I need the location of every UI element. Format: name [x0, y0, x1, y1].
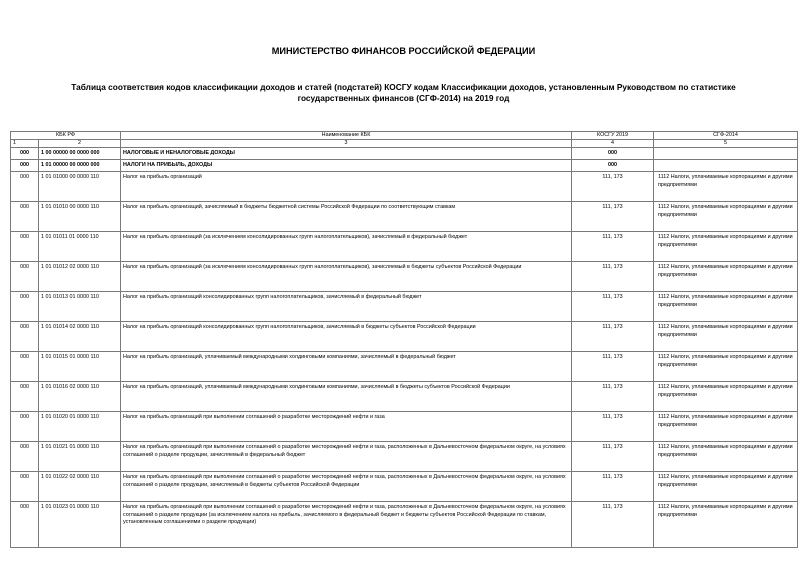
table-row [11, 412, 798, 442]
kbk-code-cell: 1 00 00000 00 0000 000 [39, 148, 121, 160]
sgf-cell: 1112 Налоги, уплачиваемые корпорациями и другими предприятиями [654, 352, 798, 382]
kbk-code-cell: 1 01 01021 01 0000 110 [39, 442, 121, 472]
column-number: 1 [11, 140, 39, 148]
kosgu-cell: 111, 173 [572, 382, 654, 412]
kbk-name-cell: Налог на прибыль организаций (за исключением консолидированных групп налогоплательщиков), зачисляемый в федеральный бюджет [121, 232, 572, 262]
kosgu-cell: 111, 173 [572, 292, 654, 322]
sgf-cell: 1112 Налоги, уплачиваемые корпорациями и другими предприятиями [654, 172, 798, 202]
admin-code-cell: 000 [11, 442, 39, 472]
table-row [11, 442, 798, 472]
page-title: МИНИСТЕРСТВО ФИНАНСОВ РОССИЙСКОЙ ФЕДЕРАЦИИ [271, 46, 536, 56]
kbk-name-cell: Налог на прибыль организаций, зачисляемый в бюджеты бюджетной системы Российской Федерации по соответствующим ставкам [121, 202, 572, 232]
kosgu-cell: 000 [572, 148, 654, 160]
admin-code-cell: 000 [11, 148, 39, 160]
kbk-code-cell: 1 01 01013 01 0000 110 [39, 292, 121, 322]
kosgu-cell: 111, 173 [572, 412, 654, 442]
kosgu-cell: 111, 173 [572, 442, 654, 472]
kbk-code-cell: 1 01 01022 02 0000 110 [39, 472, 121, 502]
admin-code-cell: 000 [11, 202, 39, 232]
sgf-cell: 1112 Налоги, уплачиваемые корпорациями и другими предприятиями [654, 382, 798, 412]
document-title: Таблица соответствия кодов классификации доходов и статей (подстатей) КОСГУ кодам Классификации доходов, установленным Руководством по статистике государственных финансов (СГФ-2014) на 2019 год [71, 82, 736, 103]
sgf-cell: 1112 Налоги, уплачиваемые корпорациями и другими предприятиями [654, 232, 798, 262]
kbk-name-cell: Налог на прибыль организаций при выполнении соглашений о разработке месторождений нефти и газа [121, 412, 572, 442]
table-row [11, 160, 798, 172]
kbk-code-cell: 1 01 01012 02 0000 110 [39, 262, 121, 292]
kbk-name-cell: Налог на прибыль организаций [121, 172, 572, 202]
table-row [11, 232, 798, 262]
sgf-cell: 1112 Налоги, уплачиваемые корпорациями и другими предприятиями [654, 502, 798, 548]
table-row [11, 292, 798, 322]
table-row [11, 382, 798, 412]
admin-code-cell: 000 [11, 352, 39, 382]
admin-code-cell: 000 [11, 472, 39, 502]
kbk-code-cell: 1 01 01023 01 0000 110 [39, 502, 121, 548]
column-number: 5 [654, 140, 798, 148]
kbk-name-cell: Налог на прибыль организаций при выполнении соглашений о разработке месторождений нефти и газа, расположенных в Дальневосточном федеральном округе, на условиях соглашений о разделе продукции (за исключением налога на прибыль, зачисляемого в федеральный бюджет и бюджеты субъектов Российской Федерации по ставкам, установленным соглашениями о разделе продукции) [121, 502, 572, 548]
table-row [11, 148, 798, 160]
column-header-name: Наименование КБК [121, 132, 572, 140]
kbk-code-cell: 1 01 01015 01 0000 110 [39, 352, 121, 382]
kbk-name-cell: Налог на прибыль организаций (за исключением консолидированных групп налогоплательщиков), зачисляемый в бюджеты субъектов Российской Федерации [121, 262, 572, 292]
kosgu-cell: 111, 173 [572, 262, 654, 292]
kbk-code-cell: 1 01 01010 00 0000 110 [39, 202, 121, 232]
table-row [11, 322, 798, 352]
admin-code-cell: 000 [11, 172, 39, 202]
kbk-code-cell: 1 01 00000 00 0000 000 [39, 160, 121, 172]
column-header-kosgu: КОСГУ 2019 [572, 132, 654, 140]
kbk-name-cell: НАЛОГИ НА ПРИБЫЛЬ, ДОХОДЫ [121, 160, 572, 172]
kosgu-cell: 111, 173 [572, 172, 654, 202]
sgf-cell: 1112 Налоги, уплачиваемые корпорациями и другими предприятиями [654, 202, 798, 232]
admin-code-cell: 000 [11, 322, 39, 352]
sgf-cell: 1112 Налоги, уплачиваемые корпорациями и другими предприятиями [654, 412, 798, 442]
kbk-name-cell: Налог на прибыль организаций консолидированных групп налогоплательщиков, зачисляемый в федеральный бюджет [121, 292, 572, 322]
table-row [11, 502, 798, 548]
table-row [11, 262, 798, 292]
kosgu-cell: 111, 173 [572, 502, 654, 548]
column-number: 2 [39, 140, 121, 148]
kbk-name-cell: Налог на прибыль организаций консолидированных групп налогоплательщиков, зачисляемый в бюджеты субъектов Российской Федерации [121, 322, 572, 352]
table-row [11, 352, 798, 382]
column-numbers-row [11, 140, 798, 148]
admin-code-cell: 000 [11, 160, 39, 172]
sgf-cell: 1112 Налоги, уплачиваемые корпорациями и другими предприятиями [654, 472, 798, 502]
kbk-name-cell: Налог на прибыль организаций, уплачиваемый международными холдинговыми компаниями, зачисляемый в бюджеты субъектов Российской Федерации [121, 382, 572, 412]
kbk-name-cell: Налог на прибыль организаций при выполнении соглашений о разработке месторождений нефти и газа, расположенных в Дальневосточном федеральном округе, на условиях соглашений о разделе продукции, зачисляемый в федеральный бюджет [121, 442, 572, 472]
table-header-row [11, 132, 798, 140]
admin-code-cell: 000 [11, 412, 39, 442]
column-number: 4 [572, 140, 654, 148]
column-number: 3 [121, 140, 572, 148]
table-row [11, 172, 798, 202]
kbk-code-cell: 1 01 01016 02 0000 110 [39, 382, 121, 412]
kbk-code-cell: 1 01 01020 01 0000 110 [39, 412, 121, 442]
kbk-name-cell: НАЛОГОВЫЕ И НЕНАЛОГОВЫЕ ДОХОДЫ [121, 148, 572, 160]
table-row [11, 202, 798, 232]
kosgu-cell: 111, 173 [572, 202, 654, 232]
admin-code-cell: 000 [11, 292, 39, 322]
kbk-code-cell: 1 01 01011 01 0000 110 [39, 232, 121, 262]
kbk-name-cell: Налог на прибыль организаций при выполнении соглашений о разработке месторождений нефти и газа, расположенных в Дальневосточном федеральном округе, на условиях соглашений о разделе продукции, зачисляемый в бюджеты субъектов Российской Федерации [121, 472, 572, 502]
column-header-kbk: КБК РФ [11, 132, 121, 140]
sgf-cell: 1112 Налоги, уплачиваемые корпорациями и другими предприятиями [654, 442, 798, 472]
admin-code-cell: 000 [11, 262, 39, 292]
kosgu-cell: 111, 173 [572, 352, 654, 382]
kbk-code-cell: 1 01 01014 02 0000 110 [39, 322, 121, 352]
sgf-cell: 1112 Налоги, уплачиваемые корпорациями и другими предприятиями [654, 292, 798, 322]
kosgu-cell: 000 [572, 160, 654, 172]
kosgu-cell: 111, 173 [572, 232, 654, 262]
admin-code-cell: 000 [11, 382, 39, 412]
sgf-cell: 1112 Налоги, уплачиваемые корпорациями и другими предприятиями [654, 262, 798, 292]
kosgu-cell: 111, 173 [572, 322, 654, 352]
sgf-cell: 1112 Налоги, уплачиваемые корпорациями и другими предприятиями [654, 322, 798, 352]
sgf-cell [654, 148, 798, 160]
sgf-cell [654, 160, 798, 172]
kbk-correspondence-table [10, 131, 798, 548]
kosgu-cell: 111, 173 [572, 472, 654, 502]
admin-code-cell: 000 [11, 502, 39, 548]
kbk-code-cell: 1 01 01000 00 0000 110 [39, 172, 121, 202]
column-header-sgf: СГФ-2014 [654, 132, 798, 140]
kbk-name-cell: Налог на прибыль организаций, уплачиваемый международными холдинговыми компаниями, зачисляемый в федеральный бюджет [121, 352, 572, 382]
table-row [11, 472, 798, 502]
admin-code-cell: 000 [11, 232, 39, 262]
